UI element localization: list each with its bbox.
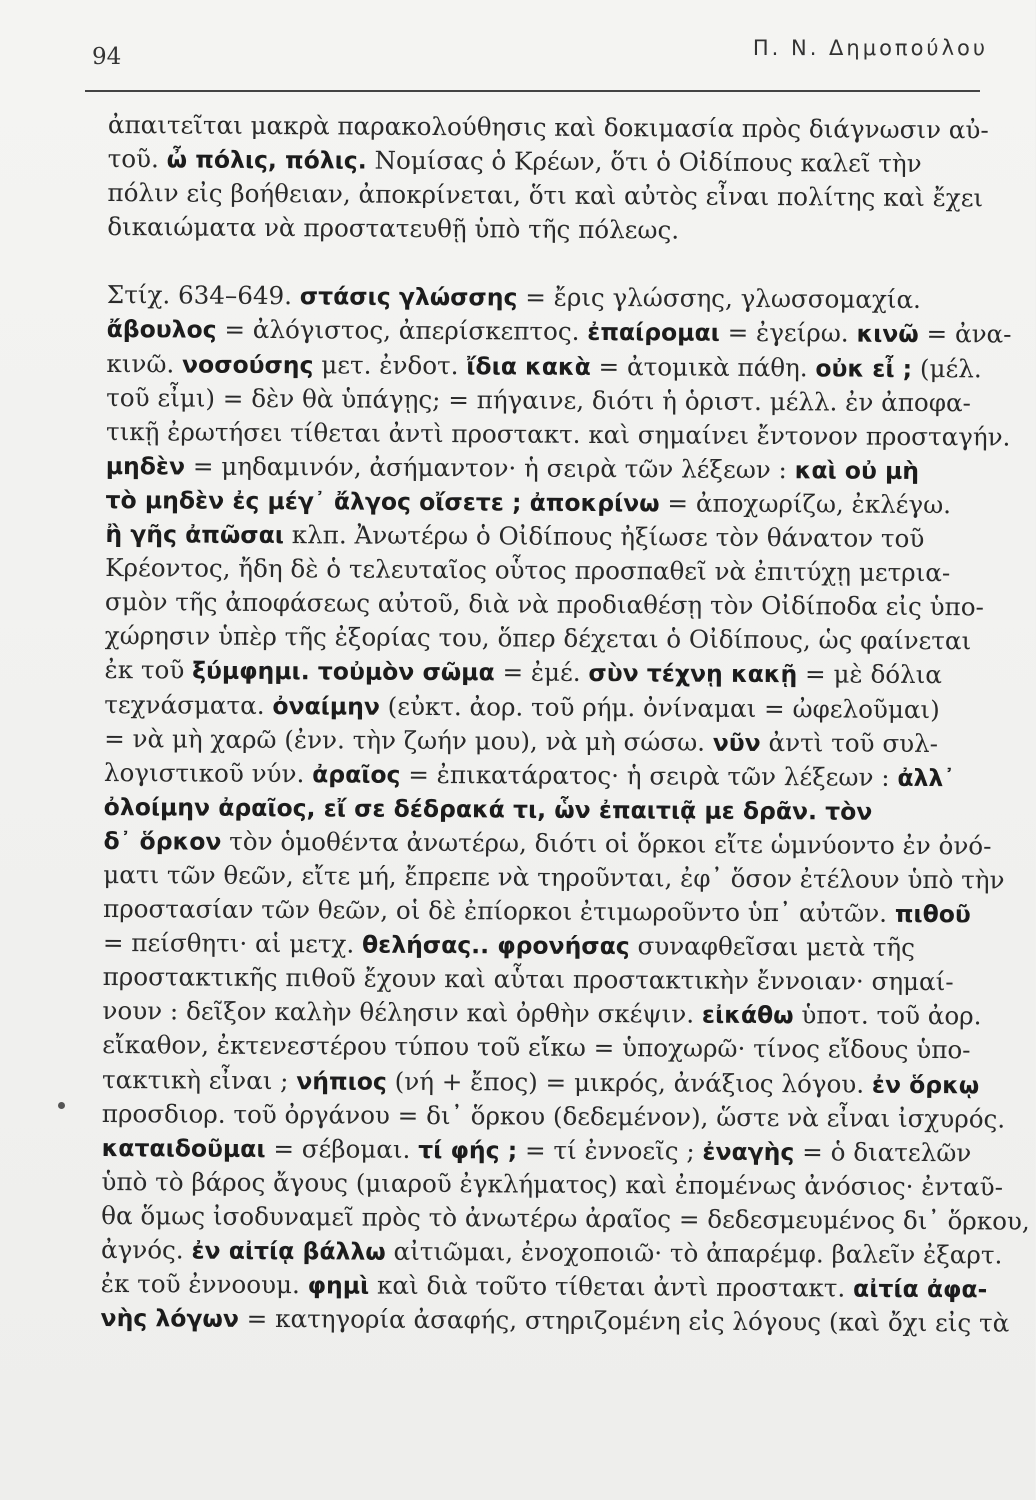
lemma-term: ἐπαίρομαι [587, 318, 720, 348]
text-line [105, 551, 1000, 591]
lemma-term: ἴδια κακὰ [466, 351, 591, 381]
text-line [102, 1131, 997, 1171]
text-line [104, 687, 999, 727]
lemma-term: νῦν [712, 728, 761, 757]
lemma-term: καὶ οὐ μὴ [794, 456, 920, 485]
header-rule [85, 90, 980, 92]
gloss-text: Νομίσας ὁ Κρέων, ὅτι ὁ Οἰδίπους καλεῖ τὴν [366, 145, 922, 179]
gloss-text: αἰτιῶμαι, ἐνοχοποιῶ· τὸ ἀπαρέμφ. βαλεῖν ἐξαρτ. [385, 1236, 1003, 1270]
paragraph [107, 108, 1003, 250]
gloss-text: = κατηγορία ἀσαφής, στηριζομένη εἰς λόγους (καὶ ὄχι εἰς τὰ [238, 1304, 1010, 1338]
gloss-text: τακτικὴ εἶναι ; [101, 1064, 297, 1095]
gloss-text: τὸν ὁμοθέντα ἀνωτέρω, διότι οἱ ὅρκοι εἴτε ὡμνύοντο ἐν ὀνό- [221, 826, 992, 861]
lemma-term: νήπιος [296, 1066, 387, 1096]
text-line [106, 483, 1001, 523]
gloss-text: ὑπὸ τὸ βάρος ἄγους (μιαροῦ ἐγκλήματος) καὶ ἐπομένως ἀνόσιος· ἐνταῦ- [101, 1166, 1004, 1202]
text-line [100, 1301, 1010, 1341]
gloss-text: Κρέοντος, ἤδη δὲ ὁ τελευταῖος οὗτος προσπαθεῖ νὰ ἐπιτύχῃ μετρια- [105, 553, 951, 588]
text-line [103, 926, 998, 966]
lemma-term: ἐναγὴς [702, 1137, 795, 1166]
lemma-term: θελήσας.. φρονήσας [361, 930, 630, 961]
paragraph-gap [107, 244, 1002, 283]
text-line [102, 1028, 997, 1068]
gloss-text: = ἀποχωρίζω, ἐκλέγω. [659, 488, 952, 520]
gloss-text: ματι τῶν θεῶν, εἴτε μή, ἔπρεπε νὰ τηροῦνται, ἐφ᾽ ὅσον ἐτέλουν ὑπὸ τὴν [103, 859, 1005, 895]
lemma-term: νοσούσης [182, 350, 314, 379]
lemma-term: δ᾽ ὅρκον [103, 826, 222, 856]
text-line [101, 1199, 1030, 1239]
text-line [104, 653, 999, 693]
lemma-term: νὴς λόγων [100, 1304, 240, 1334]
lemma-term: μηδὲν [105, 451, 186, 481]
text-line [107, 278, 1002, 318]
gloss-text: τοῦ. [107, 144, 167, 174]
gloss-text: = νὰ μὴ χαρῶ (ἐνν. τὴν ζωήν μου), νὰ μὴ σώσω. [104, 723, 713, 757]
text-line [107, 210, 1002, 250]
gloss-text: (εὐκτ. ἀορ. τοῦ ρήμ. ὀνίναμαι = ὠφελοῦμαι) [379, 691, 940, 724]
gloss-text: ἀντὶ τοῦ συλ- [760, 727, 939, 758]
lemma-term: αἰτία ἀφα- [853, 1274, 988, 1304]
gloss-text: κινῶ. [106, 348, 183, 379]
gloss-text: ἐκ τοῦ ἐννοουμ. [100, 1269, 308, 1300]
lemma-term: εἰκάθω [701, 1000, 794, 1030]
text-line [104, 790, 999, 830]
text-line [103, 892, 998, 932]
gloss-text: ὑποτ. τοῦ ἀορ. [793, 1000, 982, 1031]
paragraph [100, 278, 1030, 1340]
gloss-text: χώρησιν ὑπὲρ τῆς ἐξορίας του, ὅπερ δέχεται ὁ Οἰδίπους, ὡς φαίνεται [104, 621, 972, 656]
text-line [106, 381, 1001, 421]
gloss-text: τικῇ ἐρωτήσει τίθεται ἀντὶ προστακτ. καὶ σημαίνει ἔντονον προσταγήν. [105, 416, 1011, 452]
gloss-text: = ἐγείρω. [719, 318, 857, 349]
gloss-text: = σέβομαι. [265, 1133, 419, 1164]
text-line [105, 415, 1011, 455]
gloss-text: = πείσθητι· αἱ μετχ. [102, 928, 363, 959]
lemma-term: ὦ πόλις, πόλις. [166, 145, 367, 175]
text-line [102, 1063, 997, 1103]
gloss-text: ἐκ τοῦ [104, 655, 193, 685]
gloss-text: εἴκαθον, ἐκτενεστέρου τύπου τοῦ εἴκω = ὑποχωρῶ· τίνος εἴδους ὑπο- [102, 1030, 971, 1065]
lemma-term: ἀλλ᾽ [897, 763, 956, 792]
text-line [106, 449, 1001, 489]
gloss-text: νουν : δεῖξον καλὴν θέλησιν καὶ ὀρθὴν σκέψιν. [102, 996, 703, 1029]
gloss-text: ἀγνός. [100, 1234, 192, 1265]
lemma-term: ὀναίμην [272, 691, 380, 721]
text-line [103, 858, 1005, 898]
gloss-text: καὶ διὰ τοῦτο τίθεται ἀντὶ προστακτ. [369, 1270, 854, 1303]
text-line [101, 1267, 996, 1307]
margin-mark [58, 1102, 65, 1109]
lemma-term: ἄβουλος [106, 315, 217, 345]
gloss-text: προστακτικῆς πιθοῦ ἔχουν καὶ αὗται προστακτικὴν ἔννοιαν· σημαί- [102, 962, 954, 997]
gloss-text: προσδιορ. τοῦ ὀργάνου = δι᾽ ὅρκου (δεδεμένον), ὥστε νὰ εἶναι ἰσχυρός. [101, 1098, 1006, 1134]
text-line [100, 1233, 1003, 1273]
gloss-text: = ἐπικατάρατος· ἡ σειρὰ τῶν λέξεων : [400, 759, 898, 792]
text-line [108, 142, 1003, 182]
page-number: 94 [92, 44, 122, 70]
lemma-term: ξύμφημι. τοὐμὸν σῶμα [192, 656, 495, 687]
gloss-text: σμὸν τῆς ἀποφάσεως αὐτοῦ, διὰ νὰ προδιαθέσῃ τὸν Οἰδίποδα εἰς ὑπο- [104, 587, 984, 622]
text-line [101, 1165, 1004, 1205]
gloss-text: μετ. ἐνδοτ. [313, 349, 467, 380]
text-line [104, 722, 999, 762]
gloss-text: κλπ. Ἀνωτέρω ὁ Οἰδίπους ἠξίωσε τὸν θάνατον τοῦ [283, 520, 925, 554]
gloss-text: = μὲ δόλια [797, 659, 943, 690]
lemma-term: τὸ μηδὲν ἐς μέγ᾽ ἄλγος οἴσετε ; ἀποκρίνω [105, 485, 660, 518]
gloss-text: τεχνάσματα. [104, 689, 273, 720]
text-line [105, 517, 1000, 557]
gloss-text: = μηδαμινόν, ἀσήμαντον· ἡ σειρὰ τῶν λέξεων : [184, 451, 795, 485]
gloss-text: = τί ἐννοεῖς ; [517, 1135, 703, 1166]
text-line [106, 312, 1012, 352]
gloss-text: (μέλ. [912, 353, 982, 383]
gloss-text: = ἀλόγιστος, ἀπερίσκεπτος. [216, 315, 588, 347]
text-line [101, 1097, 1006, 1137]
lemma-term: ἐν αἰτίᾳ βάλλω [191, 1236, 386, 1266]
gloss-text: τοῦ εἶμι) = δὲν θὰ ὑπάγῃς; = πήγαινε, διότι ἡ ὁριστ. μέλλ. ἐν ἀποφα- [106, 382, 972, 417]
running-head: Π. Ν. Δημοπούλου [752, 36, 988, 60]
lemma-term: οὐκ εἶ ; [815, 353, 913, 383]
text-line [103, 824, 998, 864]
text-line [108, 108, 1003, 148]
gloss-text: δικαιώματα νὰ προστατευθῇ ὑπὸ τῆς πόλεως. [107, 212, 680, 245]
text-line [105, 585, 1000, 625]
lemma-term: σὺν τέχνῃ κακῇ [588, 659, 798, 689]
lemma-term: κινῶ [856, 320, 919, 349]
body-text [100, 108, 1030, 1341]
gloss-text: πόλιν εἰς βοήθειαν, ἀποκρίνεται, ὅτι καὶ αὐτὸς εἶναι πολίτης καὶ ἔχει [107, 178, 984, 213]
gloss-text: προστασίαν τῶν θεῶν, οἱ δὲ ἐπίορκοι ἐτιμωροῦντο ὑπ᾽ αὐτῶν. [103, 894, 895, 928]
gloss-text: συναφθεῖσαι μετὰ τῆς [629, 931, 916, 963]
text-line [103, 960, 998, 1000]
gloss-text: θα ὅμως ἰσοδυναμεῖ πρὸς τὸ ἀνωτέρω ἀραῖος = δεδεσμευμένος δι᾽ ὅρκου, [101, 1200, 1030, 1236]
lemma-term: τί φής ; [418, 1135, 518, 1165]
lemma-term: ἢ γῆς ἀπῶσαι [105, 520, 285, 550]
gloss-text: = ἀνα- [918, 319, 1012, 349]
gloss-text: = ὁ διατελῶν [794, 1136, 972, 1168]
lemma-term: ἐν ὅρκῳ [871, 1070, 980, 1099]
text-line [105, 619, 1000, 659]
page-header [88, 36, 988, 86]
lemma-term: φημὶ [307, 1271, 370, 1300]
text-line [102, 994, 997, 1034]
lemma-term: πιθοῦ [894, 899, 971, 929]
gloss-text: ἀπαιτεῖται μακρὰ παρακολούθησις καὶ δοκιμασία πρὸς διάγνωσιν αὐ- [107, 109, 989, 145]
gloss-text: (νή + ἔπος) = μικρός, ἀνάξιος λόγου. [386, 1066, 873, 1099]
lemma-term: καταιδοῦμαι [101, 1133, 266, 1163]
gloss-text: λογιστικοῦ νύν. [103, 757, 313, 788]
gloss-text: = ἀτομικὰ πάθη. [590, 351, 816, 382]
text-line [106, 347, 1001, 387]
text-line [107, 176, 1002, 216]
gloss-text: = ἐμέ. [494, 657, 589, 688]
lemma-term: ἀραῖος [312, 759, 401, 789]
gloss-text: = ἔρις γλώσσης, γλωσσομαχία. [517, 282, 922, 315]
gloss-text: Στίχ. 634–649. [106, 280, 300, 311]
lemma-term: στάσις γλώσσης [299, 282, 518, 312]
text-line [104, 756, 999, 796]
lemma-term: ὀλοίμην ἀραῖος, εἴ σε δέδρακά τι, ὧν ἐπαιτιᾷ με δρᾶν. τὸν [103, 792, 873, 826]
